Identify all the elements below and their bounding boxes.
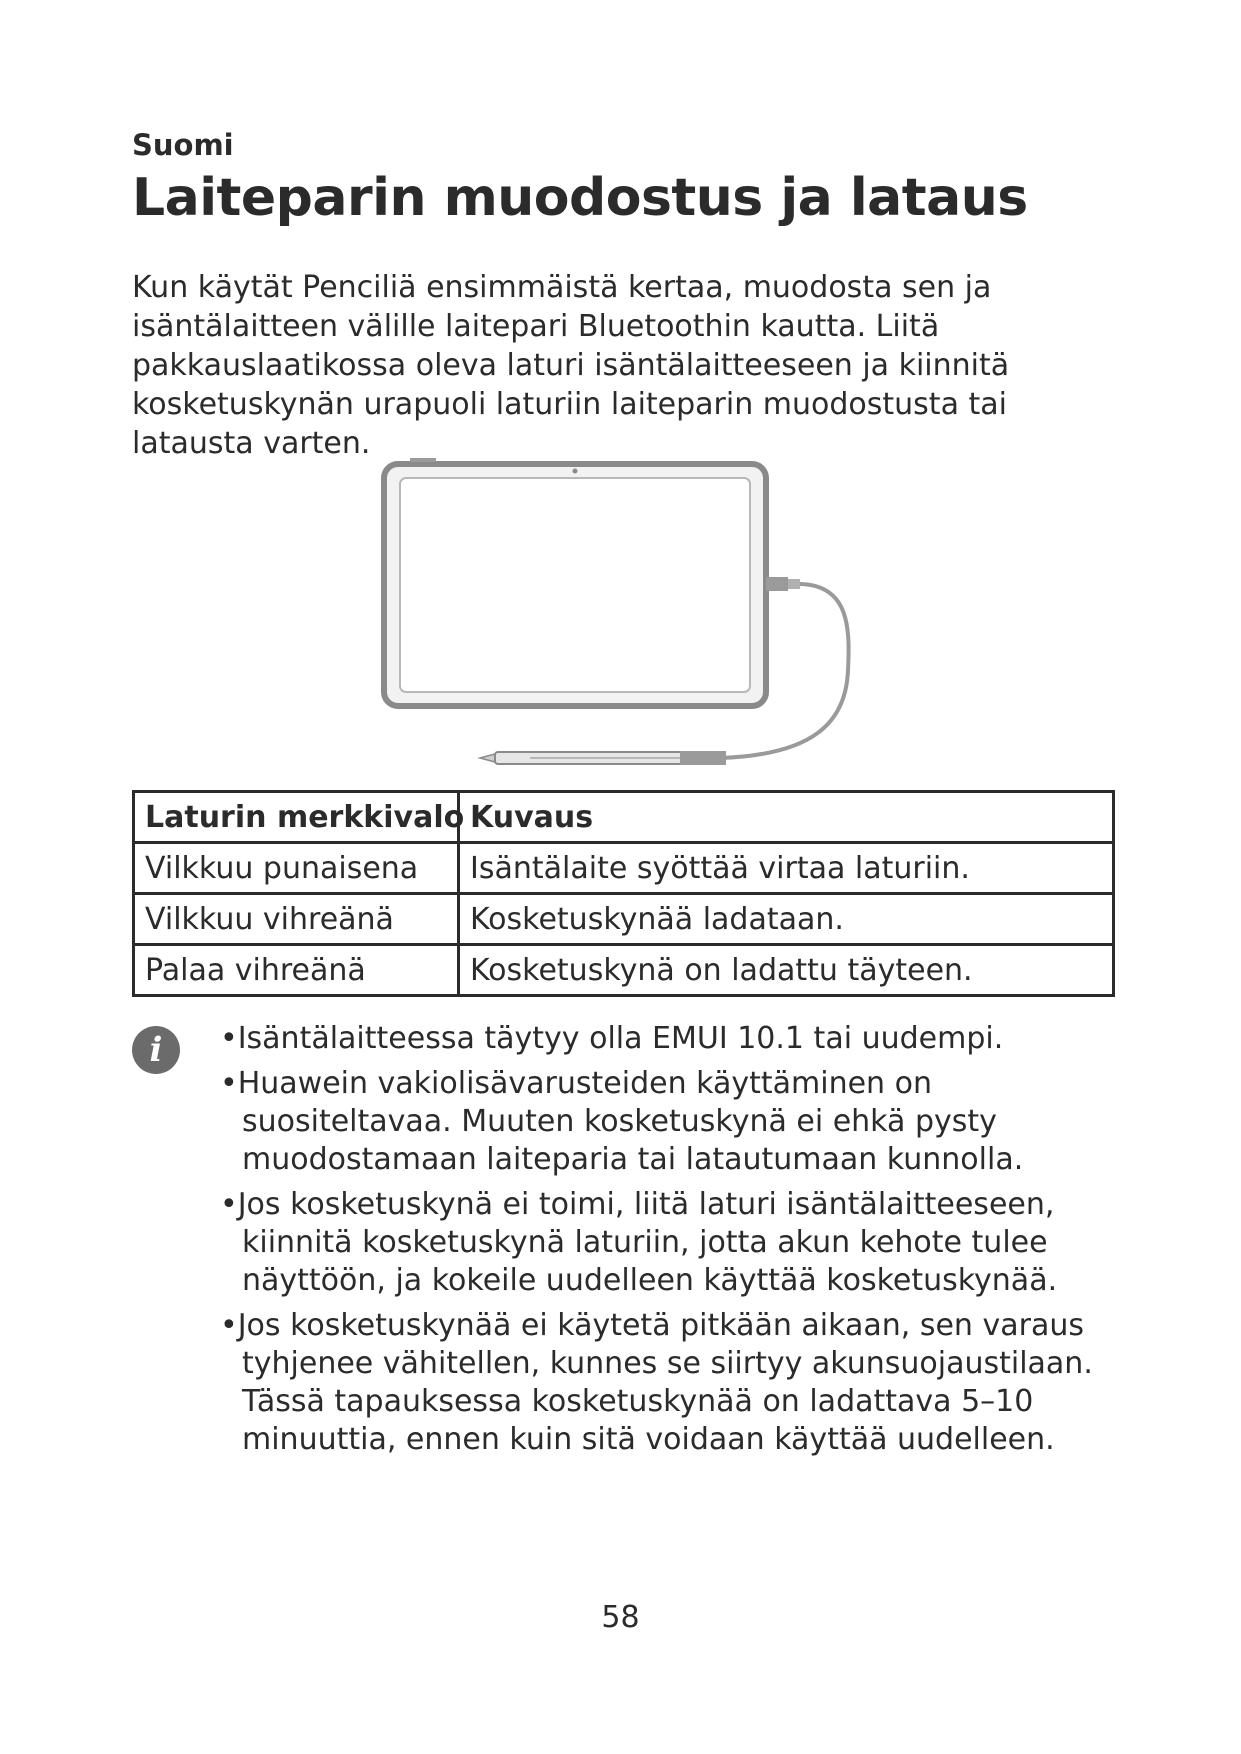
table-row xyxy=(134,945,1114,996)
header-indicator: Laturin merkkivalo xyxy=(134,792,459,843)
pencil-charger xyxy=(680,751,726,765)
description-cell: Kosketuskynä on ladattu täyteen. xyxy=(459,945,1114,996)
usb-plug xyxy=(788,579,800,589)
list-item: •Isäntälaitteessa täytyy olla EMUI 10.1 tai uudempi. xyxy=(220,1021,1004,1056)
table-row xyxy=(134,894,1114,945)
description-cell: Kosketuskynää ladataan. xyxy=(459,894,1114,945)
info-icon: i xyxy=(132,1026,180,1074)
indicator-table xyxy=(132,790,1115,997)
tablet-screen xyxy=(400,478,750,692)
usb-connector xyxy=(766,577,788,591)
list-item: •Jos kosketuskynä ei toimi, liitä laturi isäntälaitteeseen, kiinnitä kosketuskynä laturiin, jotta akun kehote tulee näyttöön, ja kokeile uudelleen käyttää kosketuskynää. xyxy=(220,1187,1058,1298)
tablet-button xyxy=(410,458,436,462)
indicator-cell: Vilkkuu punaisena xyxy=(134,843,459,894)
language-label: Suomi xyxy=(132,128,234,162)
notes-list xyxy=(208,1020,1108,1466)
table-row xyxy=(134,843,1114,894)
pencil-tip xyxy=(480,754,495,762)
intro-paragraph: Kun käytät Penciliä ensimmäistä kertaa, muodosta sen ja isäntälaitteen välille laitepari Bluetoothin kautta. Liitä pakkauslaatikossa oleva laturi isäntälaitteeseen ja kiinnitä kosketuskynän urapuoli laturiin laiteparin muodostusta tai latausta varten. xyxy=(132,270,1010,461)
table-header-row xyxy=(134,792,1114,843)
indicator-cell: Palaa vihreänä xyxy=(134,945,459,996)
list-item: •Jos kosketuskynää ei käytetä pitkään aikaan, sen varaus tyhjenee vähitellen, kunnes se siirtyy akunsuojaustilaan. Tässä tapauksessa kosketuskynää on ladattava 5–10 minuuttia, ennen kuin sitä voidaan käyttää uudelleen. xyxy=(220,1308,1093,1457)
description-cell: Isäntälaite syöttää virtaa laturiin. xyxy=(459,843,1114,894)
list-item: •Huawein vakiolisävarusteiden käyttäminen on suositeltavaa. Muuten kosketuskynä ei ehkä pysty muodostamaan laiteparia tai latautumaan kunnolla. xyxy=(220,1066,1024,1177)
page-number: 58 xyxy=(601,1600,640,1635)
page-title: Laiteparin muodostus ja lataus xyxy=(132,168,1028,228)
tablet-charging-illustration xyxy=(380,455,870,795)
indicator-cell: Vilkkuu vihreänä xyxy=(134,894,459,945)
header-description: Kuvaus xyxy=(459,792,1114,843)
tablet-camera xyxy=(573,469,578,474)
